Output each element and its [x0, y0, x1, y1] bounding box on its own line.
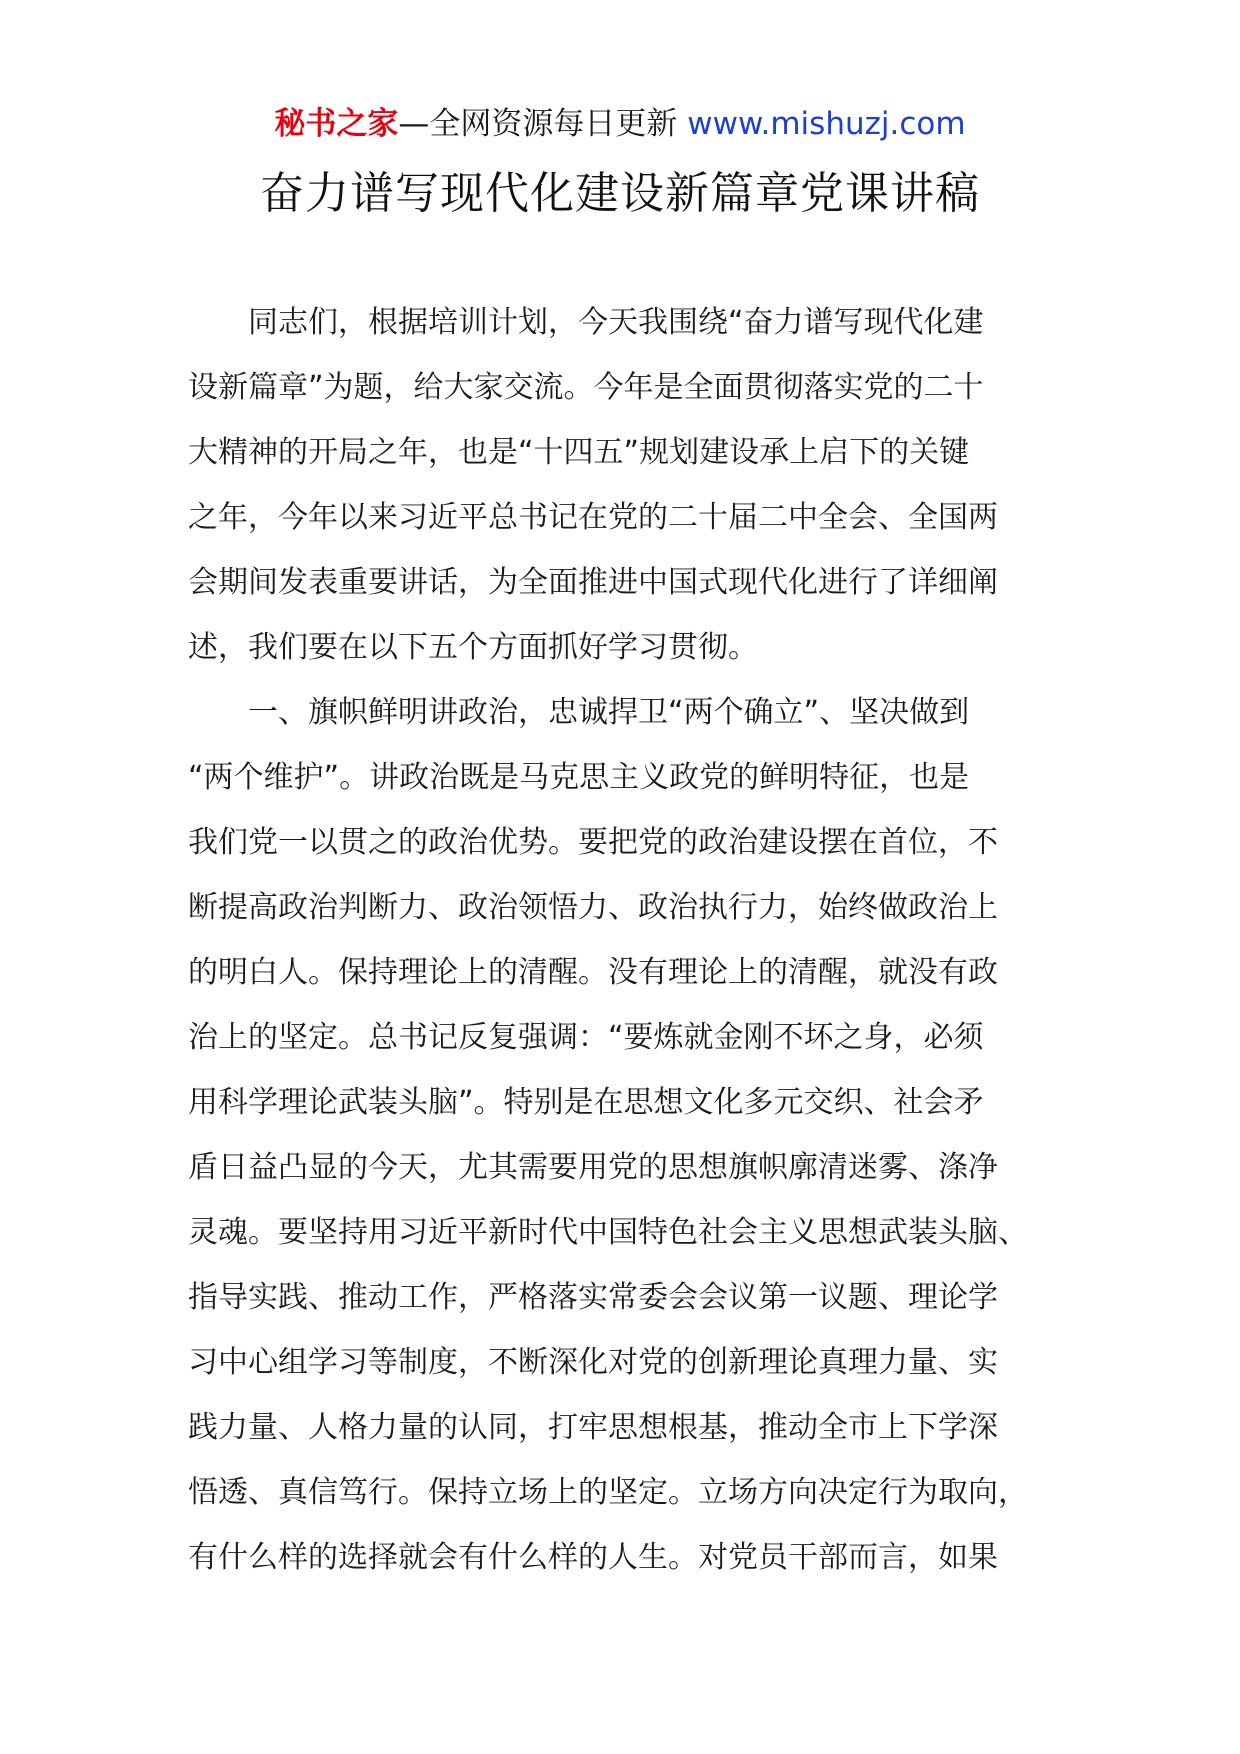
- text-line: 大精神的开局之年，也是“十四五”规划建设承上启下的关键: [188, 435, 970, 470]
- text-line: 我们党一以贯之的政治优势。要把党的政治建设摆在首位，不: [188, 825, 998, 860]
- text-line: 习中心组学习等制度，不断深化对党的创新理论真理力量、实: [188, 1345, 998, 1380]
- text-line: 灵魂。要坚持用习近平新时代中国特色社会主义思想武装头脑、: [188, 1215, 1028, 1250]
- brand-name: 秘书之家: [274, 106, 399, 142]
- document-title: 奋力谱写现代化建设新篇章党课讲稿: [260, 168, 980, 219]
- text-line: 指导实践、推动工作，严格落实常委会会议第一议题、理论学: [188, 1280, 998, 1315]
- text-line: 设新篇章”为题，给大家交流。今年是全面贯彻落实党的二十: [188, 370, 984, 405]
- text-line: 的明白人。保持理论上的清醒。没有理论上的清醒，就没有政: [188, 955, 998, 990]
- text-line: 述，我们要在以下五个方面抓好学习贯彻。: [188, 630, 758, 665]
- text-line: 用科学理论武装头脑”。特别是在思想文化多元交织、社会矛: [188, 1085, 984, 1120]
- document-body: [188, 290, 1048, 1590]
- site-url-link[interactable]: www.mishuzj.com: [687, 106, 966, 142]
- site-banner: [0, 102, 1240, 146]
- text-line: 有什么样的选择就会有什么样的人生。对党员干部而言，如果: [188, 1540, 998, 1575]
- text-line: 悟透、真信笃行。保持立场上的坚定。立场方向决定行为取向，: [188, 1475, 1028, 1510]
- text-line: “两个维护”。讲政治既是马克思主义政党的鲜明特征，也是: [188, 760, 970, 795]
- text-line: 之年，今年以来习近平总书记在党的二十届二中全会、全国两: [188, 500, 998, 535]
- text-line: 践力量、人格力量的认同，打牢思想根基，推动全市上下学深: [188, 1410, 998, 1445]
- brand-tagline: —全网资源每日更新: [398, 106, 688, 142]
- section-heading-line: 一、旗帜鲜明讲政治，忠诚捍卫“两个确立”、坚决做到: [248, 695, 970, 730]
- text-line: 同志们，根据培训计划，今天我围绕“奋力谱写现代化建: [248, 305, 984, 340]
- text-line: 会期间发表重要讲话，为全面推进中国式现代化进行了详细阐: [188, 565, 998, 600]
- text-line: 断提高政治判断力、政治领悟力、政治执行力，始终做政治上: [188, 890, 998, 925]
- text-line: 盾日益凸显的今天，尤其需要用党的思想旗帜廓清迷雾、涤净: [188, 1150, 998, 1185]
- text-line: 治上的坚定。总书记反复强调：“要炼就金刚不坏之身，必须: [188, 1020, 984, 1055]
